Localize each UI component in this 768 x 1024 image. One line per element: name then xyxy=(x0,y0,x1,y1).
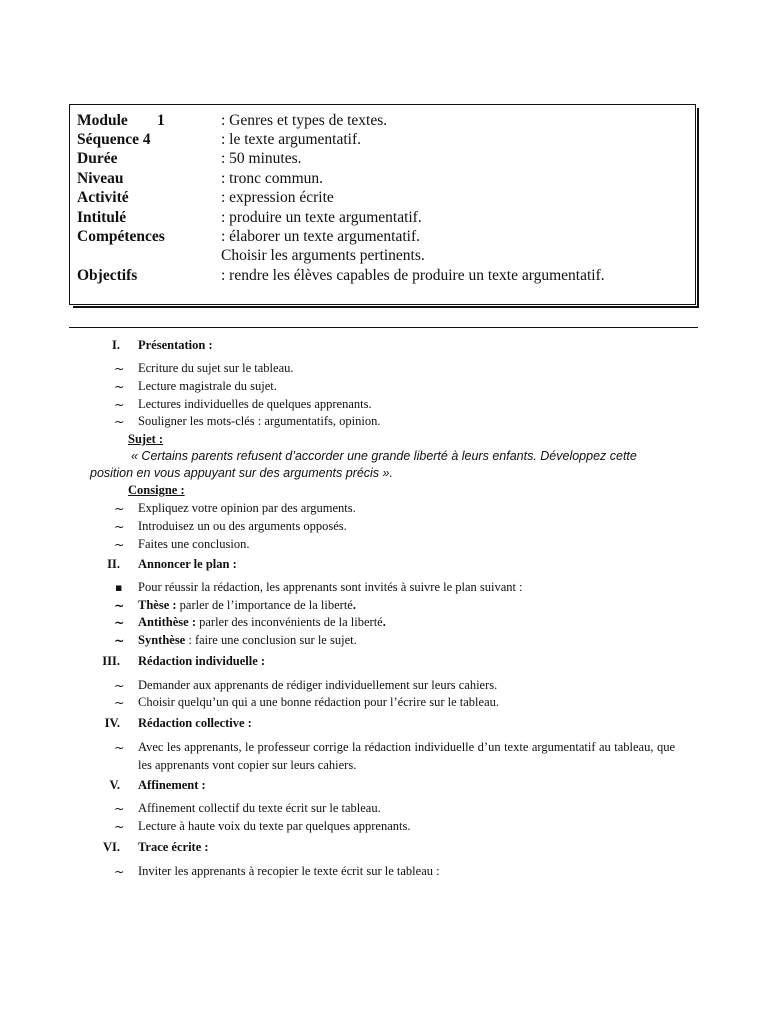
section-heading-redaction-individuelle xyxy=(102,654,266,669)
tilde-bullet-icon: ~ xyxy=(114,740,125,755)
header-value: : rendre les élèves capables de produire un texte argumentatif. xyxy=(221,267,605,284)
plan-term: Thèse : xyxy=(138,598,177,612)
plan-text: : faire une conclusion sur le sujet. xyxy=(185,633,357,647)
header-value: Choisir les arguments pertinents. xyxy=(221,247,425,264)
tilde-bullet-icon: ~ xyxy=(114,501,125,516)
plan-term: Synthèse xyxy=(138,633,186,647)
list-item: Expliquez votre opinion par des arguments. xyxy=(138,501,356,515)
header-box xyxy=(69,104,696,305)
list-item: Lecture à haute voix du texte par quelques apprenants. xyxy=(138,819,411,833)
section-heading-affinement xyxy=(109,778,206,793)
header-label: Intitulé xyxy=(77,209,127,226)
section-number: II. xyxy=(107,557,120,571)
list-item: Inviter les apprenants à recopier le texte écrit sur le tableau : xyxy=(138,864,440,878)
horizontal-divider xyxy=(69,327,698,328)
section-heading-presentation xyxy=(112,338,213,353)
tilde-bullet-icon: ~ xyxy=(114,598,125,613)
square-bullet-icon: ▪ xyxy=(115,581,123,594)
list-item: Pour réussir la rédaction, les apprenants sont invités à suivre le plan suivant : xyxy=(138,580,523,594)
section-title: Trace écrite : xyxy=(138,840,209,854)
header-row-duree xyxy=(77,149,691,169)
list-item: Faites une conclusion. xyxy=(138,537,250,551)
plan-item-antithese xyxy=(138,614,386,631)
plan-end: . xyxy=(382,615,386,629)
tilde-bullet-icon: ~ xyxy=(114,695,125,710)
header-label-number: 1 xyxy=(157,112,165,129)
header-value: : élaborer un texte argumentatif. xyxy=(221,228,420,245)
plan-text: parler de l’importance de la liberté xyxy=(176,598,353,612)
header-label: Activité xyxy=(77,189,129,206)
list-item: Choisir quelqu’un qui a une bonne rédaction pour l’écrire sur le tableau. xyxy=(138,695,499,709)
tilde-bullet-icon: ~ xyxy=(114,537,125,552)
paragraph: Avec les apprenants, le professeur corrige la rédaction individuelle d’un texte argumentatif au tableau, que les apprenants vont copier sur leurs cahiers. xyxy=(138,740,675,772)
tilde-bullet-icon: ~ xyxy=(114,379,125,394)
tilde-bullet-icon: ~ xyxy=(114,615,125,630)
header-row-competences xyxy=(77,227,691,247)
section-number: VI. xyxy=(102,840,120,854)
section-number: IV. xyxy=(104,716,120,730)
header-label: Objectifs xyxy=(77,267,138,284)
section-number: III. xyxy=(102,654,120,668)
section-number: V. xyxy=(109,778,120,792)
section-number: I. xyxy=(112,338,120,352)
tilde-bullet-icon: ~ xyxy=(114,361,125,376)
header-label: Compétences xyxy=(77,228,165,245)
tilde-bullet-icon: ~ xyxy=(114,397,125,412)
header-row-intitule xyxy=(77,208,691,228)
plan-item-synthese xyxy=(138,632,357,649)
section-heading-redaction-collective xyxy=(104,716,252,731)
header-row-objectifs xyxy=(77,266,691,286)
header-value: : 50 minutes. xyxy=(221,150,302,167)
tilde-bullet-icon: ~ xyxy=(114,414,125,429)
section-heading-trace-ecrite xyxy=(102,840,209,855)
section-title: Présentation : xyxy=(138,338,213,352)
section-heading-plan xyxy=(107,557,237,572)
header-label: Séquence 4 xyxy=(77,131,151,148)
list-item: Introduisez un ou des arguments opposés. xyxy=(138,519,347,533)
sujet-text: « Certains parents refusent d’accorder une grande liberté à leurs enfants. Développez cette position en vous appuyant sur des arguments précis ». xyxy=(90,449,637,480)
plan-end: . xyxy=(352,598,356,612)
plan-term: Antithèse : xyxy=(138,615,196,629)
header-row-sequence xyxy=(77,130,691,150)
header-value: : tronc commun. xyxy=(221,170,324,187)
header-row-module xyxy=(77,111,691,131)
list-item: Lecture magistrale du sujet. xyxy=(138,379,277,393)
header-label: Module xyxy=(77,112,128,129)
header-label: Durée xyxy=(77,150,118,167)
tilde-bullet-icon: ~ xyxy=(114,819,125,834)
section-title: Annoncer le plan : xyxy=(138,557,237,571)
list-item: Ecriture du sujet sur le tableau. xyxy=(138,361,294,375)
header-value: : Genres et types de textes. xyxy=(221,112,388,129)
list-item: Demander aux apprenants de rédiger individuellement sur leurs cahiers. xyxy=(138,678,498,692)
header-row-niveau xyxy=(77,169,691,189)
tilde-bullet-icon: ~ xyxy=(114,633,125,648)
list-item: Souligner les mots-clés : argumentatifs, opinion. xyxy=(138,414,381,428)
header-value: : expression écrite xyxy=(221,189,334,206)
consigne-label: Consigne : xyxy=(128,483,185,497)
section-title: Affinement : xyxy=(138,778,206,792)
header-row-competences-2 xyxy=(77,246,691,266)
tilde-bullet-icon: ~ xyxy=(114,864,125,879)
section-title: Rédaction individuelle : xyxy=(138,654,266,668)
sujet-label: Sujet : xyxy=(128,432,164,446)
header-row-activite xyxy=(77,188,691,208)
section-title: Rédaction collective : xyxy=(138,716,252,730)
header-value: : le texte argumentatif. xyxy=(221,131,362,148)
tilde-bullet-icon: ~ xyxy=(114,801,125,816)
tilde-bullet-icon: ~ xyxy=(114,678,125,693)
plan-item-these xyxy=(138,597,356,614)
list-item: Affinement collectif du texte écrit sur le tableau. xyxy=(138,801,381,815)
plan-text: parler des inconvénients de la liberté xyxy=(195,615,383,629)
tilde-bullet-icon: ~ xyxy=(114,519,125,534)
list-item: Lectures individuelles de quelques apprenants. xyxy=(138,397,372,411)
header-label: Niveau xyxy=(77,170,124,187)
header-value: : produire un texte argumentatif. xyxy=(221,209,422,226)
